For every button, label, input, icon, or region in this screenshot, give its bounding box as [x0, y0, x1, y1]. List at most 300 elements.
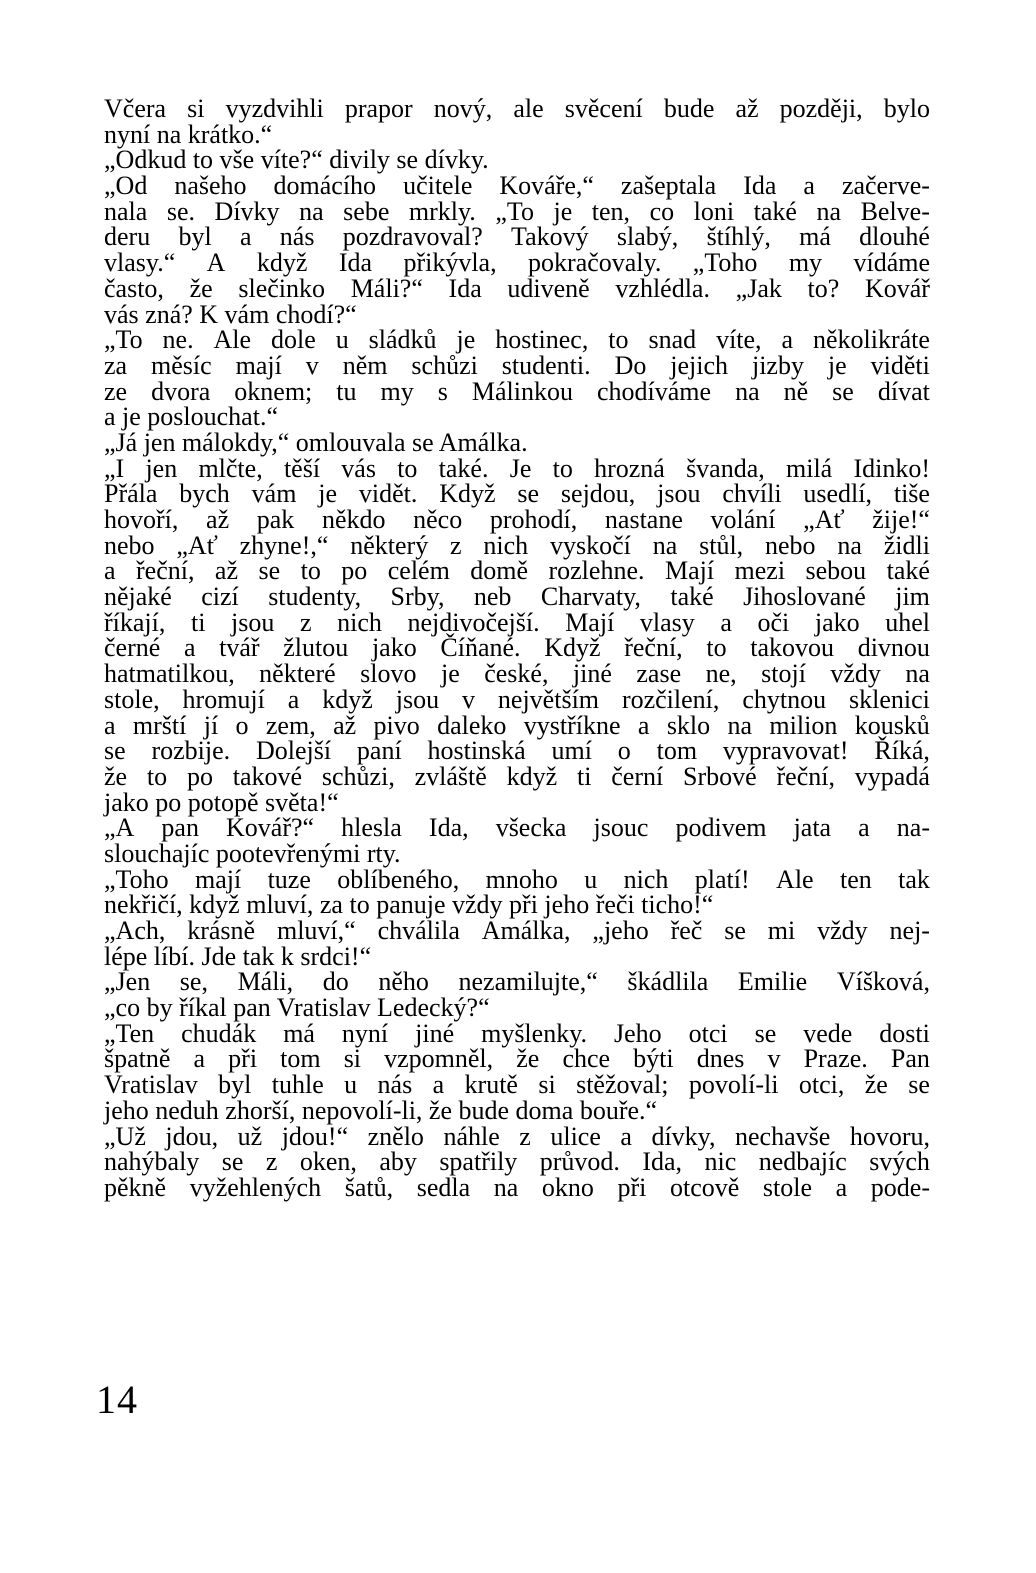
word: se.: [166, 196, 196, 226]
word: nebo: [765, 530, 816, 560]
word: dvora: [151, 376, 211, 406]
text-line: [104, 1149, 930, 1175]
word: po: [341, 556, 368, 586]
text-line: „Já jen málokdy,“ omlouvala se Amálka.: [104, 427, 528, 457]
word: na: [837, 530, 862, 560]
word: cizí: [201, 582, 239, 612]
word: Ida,: [642, 1147, 683, 1177]
word: a: [287, 684, 300, 714]
text-line: [104, 738, 930, 764]
word: sebe: [343, 196, 390, 226]
word: v: [462, 684, 475, 714]
word: oken,: [299, 1147, 357, 1177]
word: Ale: [213, 325, 252, 355]
text-line: [104, 864, 930, 894]
word: tvář: [219, 633, 260, 663]
text-line: jako po potopě světa!“: [104, 787, 339, 817]
word: sedla: [416, 1172, 471, 1202]
word: nic: [704, 1147, 737, 1177]
word: šatů,: [344, 1172, 394, 1202]
word: loni: [693, 196, 735, 226]
word: nej-: [889, 916, 930, 945]
text-line: [104, 1018, 930, 1048]
word: Amálka,: [481, 916, 571, 945]
word: ně: [783, 376, 809, 406]
word: Říká,: [874, 736, 930, 766]
word: my: [380, 376, 414, 406]
word: hostinec,: [495, 325, 589, 355]
word: zem,: [265, 710, 316, 740]
word: má: [283, 1018, 315, 1048]
word: že: [516, 1044, 540, 1074]
text-line: [104, 196, 930, 226]
word: Praze.: [803, 1044, 868, 1074]
word: vám: [251, 479, 297, 509]
word: mají: [194, 864, 242, 894]
word: špatně: [104, 1044, 171, 1074]
word: aby: [379, 1147, 417, 1177]
word: to: [706, 633, 727, 663]
word: schůzi: [411, 350, 478, 380]
text-line: [104, 969, 930, 995]
word: se: [908, 1070, 930, 1100]
word: znělo: [367, 1121, 424, 1151]
word: Přála: [104, 479, 158, 509]
word: nový,: [433, 94, 493, 123]
text-line: [104, 1121, 930, 1151]
word: chválila: [377, 916, 460, 945]
word: z: [265, 1147, 278, 1177]
word: nich: [337, 607, 382, 637]
text-line: nyní na krátko.“: [104, 119, 273, 149]
word: stěžoval;: [576, 1070, 669, 1100]
word: nás: [377, 1070, 413, 1100]
word: nejdivočejší.: [407, 607, 540, 637]
word: při: [617, 1172, 647, 1202]
word: svěcení: [564, 94, 643, 123]
word: tuze: [267, 864, 311, 894]
word: a: [835, 1172, 848, 1202]
word: rozčilení,: [621, 684, 720, 714]
text-line: [104, 350, 930, 380]
word: na: [652, 530, 678, 560]
word: nahýbaly: [104, 1147, 200, 1177]
word: žlutou: [283, 633, 349, 663]
word: takovou: [750, 633, 835, 663]
word: největším: [497, 684, 600, 714]
word: černé: [104, 633, 161, 663]
word: slabý,: [616, 222, 679, 252]
word: jsou: [657, 479, 701, 509]
word: viděti: [870, 350, 930, 380]
word: hrozná: [594, 453, 665, 483]
word: na: [493, 1172, 519, 1202]
word: jí: [203, 710, 219, 740]
word: ne,: [705, 659, 737, 689]
word: to: [300, 556, 321, 586]
word: Kovář?“: [226, 813, 315, 843]
word: za: [104, 350, 128, 380]
word: Srbové: [683, 761, 757, 791]
word: často,: [104, 273, 164, 303]
word: myšlenky.: [481, 1018, 588, 1048]
word: nala: [104, 196, 148, 226]
word: průvod.: [539, 1147, 620, 1177]
word: a: [183, 633, 196, 663]
word: tiše: [893, 479, 930, 509]
word: mezi: [734, 556, 786, 586]
word: studenti.: [501, 350, 591, 380]
word: Ida: [338, 248, 373, 278]
word: pan: [161, 813, 199, 843]
word: těší: [283, 453, 321, 483]
word: už: [237, 1121, 263, 1151]
text-line: [104, 481, 930, 507]
word: pokračovaly.: [528, 248, 662, 278]
word: zašeptala: [620, 171, 717, 201]
word: usedlí,: [803, 479, 872, 509]
word: „Toho: [104, 864, 169, 894]
word: povolí-li: [688, 1070, 779, 1100]
word: z: [450, 530, 462, 560]
word: také: [886, 556, 930, 586]
word: nich: [483, 530, 529, 560]
word: na: [727, 710, 753, 740]
word: vždy: [817, 916, 868, 945]
word: je: [553, 196, 573, 226]
body-text: [104, 96, 930, 1201]
word: že: [189, 273, 213, 303]
word: mají: [235, 350, 282, 380]
word: hlesla: [341, 813, 402, 843]
word: otcově: [670, 1172, 740, 1202]
word: Mají: [664, 556, 715, 586]
word: učitele: [403, 171, 473, 201]
text-line: [104, 661, 930, 687]
word: nás: [279, 222, 315, 252]
word: otci,: [798, 1070, 845, 1100]
word: něm: [342, 350, 388, 380]
word: Kováře,“: [499, 171, 594, 201]
text-line: [104, 558, 930, 584]
word: z: [299, 607, 312, 637]
word: u: [335, 325, 349, 355]
word: „To: [495, 196, 534, 226]
word: „Ach,: [104, 916, 166, 945]
word: to: [146, 761, 168, 791]
word: kousků: [854, 710, 930, 740]
word: sládků: [368, 325, 437, 355]
word: nastane: [604, 505, 683, 534]
word: české,: [484, 659, 549, 689]
word: zvláště: [414, 761, 487, 791]
word: se: [104, 736, 126, 766]
word: když: [322, 684, 373, 714]
text-line: [104, 250, 930, 276]
word: divnou: [857, 633, 930, 663]
word: jsou: [231, 607, 275, 637]
word: ti: [190, 607, 206, 637]
word: se: [724, 916, 746, 945]
word: chodíváme: [597, 376, 712, 406]
text-line: „co by říkal pan Vratislav Ledecký?“: [104, 993, 490, 1023]
word: milion: [769, 710, 838, 740]
word: později,: [779, 94, 863, 123]
word: Idinko!: [853, 453, 930, 483]
word: jsouc: [593, 813, 649, 843]
word: židli: [883, 530, 930, 560]
word: že: [864, 1070, 888, 1100]
word: říkají,: [104, 607, 166, 637]
word: jako: [814, 607, 860, 637]
word: řeční,: [136, 556, 195, 586]
word: udiveně: [507, 273, 590, 303]
word: mluví,“: [276, 916, 356, 945]
word: Ida: [743, 171, 777, 201]
text-line: nekřičí, když mluví, za to panuje vždy při jeho řeči ticho!“: [104, 890, 714, 920]
word: deru: [104, 222, 151, 252]
word: stůl,: [699, 530, 744, 560]
word: dosti: [879, 1018, 930, 1048]
word: když: [256, 248, 308, 278]
word: náhle: [443, 1121, 500, 1151]
word: snad: [648, 325, 697, 355]
text-line: a je poslouchat.“: [104, 402, 278, 432]
word: na: [735, 376, 760, 406]
word: dívky,: [651, 1121, 716, 1151]
word: hovoru,: [849, 1121, 930, 1151]
text-line: [104, 1172, 930, 1202]
word: Charvaty,: [540, 582, 641, 612]
word: pode-: [870, 1172, 930, 1202]
word: a: [781, 325, 794, 355]
word: mnoho: [485, 864, 558, 894]
word: vystříkne: [523, 710, 621, 740]
word: řeční,: [624, 633, 683, 663]
word: tu: [336, 376, 357, 406]
word: zase: [636, 659, 682, 689]
word: vypadá: [854, 761, 930, 791]
word: domácího: [273, 171, 377, 201]
word: tom: [280, 1044, 321, 1074]
word: nich: [623, 864, 669, 894]
word: a: [620, 1121, 632, 1151]
word: měsíc: [151, 350, 212, 380]
word: to?: [807, 273, 840, 303]
word: stole,: [104, 684, 160, 714]
word: také: [753, 196, 797, 226]
word: když: [506, 761, 558, 791]
word: býti: [633, 1044, 674, 1074]
word: se: [221, 1147, 244, 1177]
word: chvíli: [722, 479, 782, 509]
word: rozlehne.: [548, 556, 645, 586]
word: nezamilujte,“: [458, 967, 598, 997]
word: našeho: [174, 171, 247, 201]
word: „I: [104, 453, 125, 483]
word: milá: [786, 453, 833, 483]
text-line: jeho neduh zhorší, nepovolí-li, že bude doma bouře.“: [104, 1095, 658, 1125]
word: zhyne!,“: [239, 530, 329, 560]
word: Pan: [890, 1044, 930, 1074]
word: a: [104, 556, 116, 586]
word: a: [803, 171, 815, 201]
word: nechavše: [735, 1121, 831, 1151]
word: je: [827, 350, 847, 380]
word: jiné: [415, 1018, 455, 1048]
word: tak: [898, 864, 930, 894]
word: o: [617, 736, 631, 766]
word: víte,: [716, 325, 762, 355]
word: oknem;: [234, 376, 313, 406]
word: sejdou,: [560, 479, 636, 509]
text-line: [104, 376, 930, 406]
word: vás: [341, 453, 376, 483]
word: prohodí,: [489, 505, 578, 534]
word: „Už: [104, 1121, 146, 1151]
text-line: [104, 173, 930, 199]
word: jdou!“: [281, 1121, 349, 1151]
word: „Ať: [176, 530, 218, 560]
text-line: vás zná? K vám chodí?“: [104, 299, 357, 329]
word: nyní: [341, 1018, 389, 1048]
word: některý: [350, 530, 429, 560]
word: řeč: [670, 916, 703, 945]
word: oči: [757, 607, 790, 637]
word: mi: [767, 916, 796, 945]
word: o: [235, 710, 249, 740]
word: Jeho: [613, 1018, 662, 1048]
word: „Od: [104, 171, 148, 201]
word: a: [239, 222, 252, 252]
word: několikráte: [812, 325, 930, 355]
word: vyskočí: [550, 530, 631, 560]
word: celém: [387, 556, 450, 586]
word: hovoří,: [104, 505, 179, 534]
word: uhel: [885, 607, 930, 637]
word: „Ten: [104, 1018, 155, 1048]
word: si: [538, 1070, 556, 1100]
word: oblíbeného,: [337, 864, 460, 894]
word: pivo: [373, 710, 420, 740]
word: Když: [439, 479, 496, 509]
word: dnes: [696, 1044, 745, 1074]
word: Srby,: [390, 582, 445, 612]
word: to: [552, 453, 573, 483]
word: svých: [869, 1147, 930, 1177]
word: mrkly.: [408, 196, 476, 226]
word: „To: [104, 325, 143, 355]
word: sklenici: [849, 684, 930, 714]
word: dívat: [877, 376, 930, 406]
text-line: [104, 607, 930, 637]
word: krásně: [187, 916, 256, 945]
text-line: [104, 273, 930, 303]
word: někdo: [321, 505, 386, 534]
word: takové: [232, 761, 303, 791]
word: volání: [710, 505, 776, 534]
word: platí!: [694, 864, 750, 894]
word: také.: [438, 453, 489, 483]
word: něho: [378, 967, 429, 997]
word: vlasy: [639, 607, 695, 637]
word: mrští: [132, 710, 187, 740]
page-number: 14: [96, 1377, 138, 1422]
word: Belve-: [860, 196, 930, 226]
word: Máli?“: [350, 273, 423, 303]
word: se,: [179, 967, 208, 997]
word: na-: [896, 813, 930, 843]
word: jako: [371, 633, 417, 663]
word: vždy: [830, 659, 881, 689]
word: Do: [614, 350, 647, 380]
word: a: [193, 1044, 206, 1074]
word: při: [228, 1044, 258, 1074]
word: vídáme: [853, 248, 930, 278]
text-line: [104, 918, 930, 944]
text-line: [104, 815, 930, 841]
word: jizby: [751, 350, 804, 380]
word: schůzi,: [321, 761, 395, 791]
word: u: [584, 864, 598, 894]
text-line: [104, 1046, 930, 1072]
word: žije!“: [872, 505, 930, 534]
word: chytnou: [742, 684, 827, 714]
word: jata: [793, 813, 832, 843]
word: a: [637, 710, 650, 740]
text-line: [104, 584, 930, 610]
word: Včera: [104, 94, 167, 123]
word: jejich: [670, 350, 729, 380]
word: švanda,: [686, 453, 765, 483]
word: až: [333, 710, 357, 740]
word: ten,: [591, 196, 631, 226]
word: „Jen: [104, 967, 151, 997]
word: řeční,: [776, 761, 835, 791]
word: Málinkou: [471, 376, 573, 406]
word: podivem: [675, 813, 767, 843]
word: také: [670, 582, 714, 612]
word: okno: [541, 1172, 594, 1202]
word: krutě: [464, 1070, 518, 1100]
word: škádlila: [627, 967, 709, 997]
word: Máli,: [237, 967, 294, 997]
word: Kovář: [864, 273, 930, 303]
word: Dívky: [214, 196, 280, 226]
word: se: [258, 556, 281, 586]
word: na: [905, 659, 930, 689]
word: my: [788, 248, 823, 278]
word: domě: [470, 556, 529, 586]
word: tom: [656, 736, 698, 766]
word: paní: [356, 736, 402, 766]
word: bude: [663, 94, 715, 123]
word: byl: [218, 1070, 252, 1100]
word: to: [608, 325, 629, 355]
word: Číňané.: [440, 633, 521, 663]
word: ne.: [162, 325, 194, 355]
word: Ida: [448, 273, 482, 303]
word: slečinko: [238, 273, 326, 303]
word: nebo: [104, 530, 155, 560]
word: Emilie: [737, 967, 808, 997]
word: až: [214, 556, 239, 586]
word: vypravovat!: [722, 736, 849, 766]
word: je: [318, 479, 338, 509]
word: prapor: [344, 94, 413, 123]
word: vidět.: [358, 479, 418, 509]
word: a: [104, 710, 116, 740]
